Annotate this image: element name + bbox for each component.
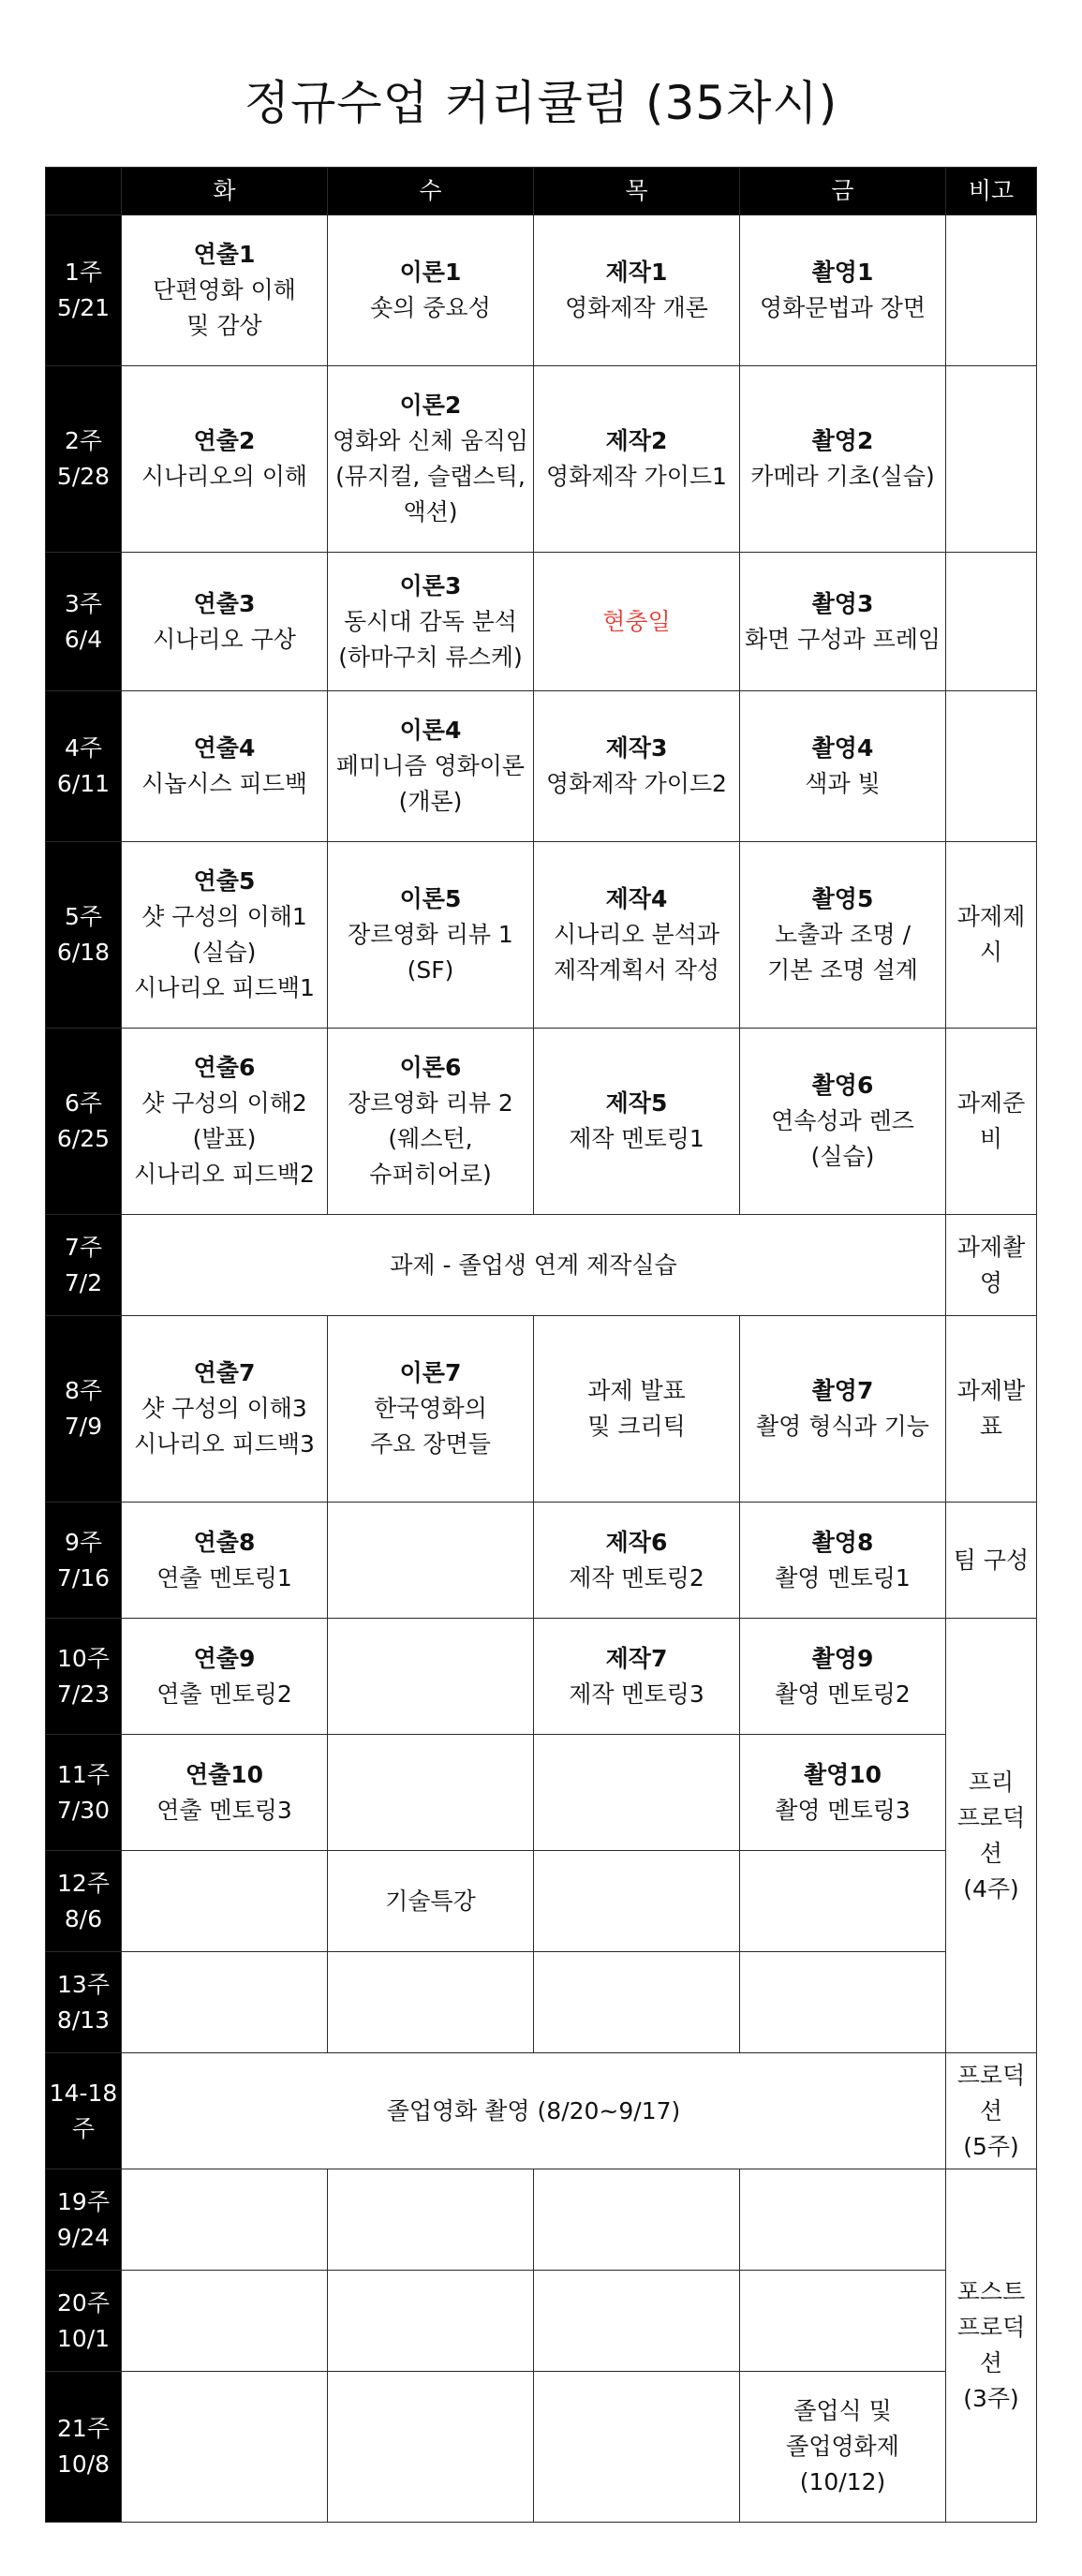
cell-w4-note xyxy=(946,691,1037,842)
cell-w9-wed xyxy=(328,1503,534,1619)
week-row-7 xyxy=(46,1215,1037,1316)
cell-w12-thu xyxy=(534,1851,740,1952)
page-title: 정규수업 커리큘럼 (35차시) xyxy=(244,76,838,130)
cell-w5-thu: 제작4 시나리오 분석과 제작계획서 작성 xyxy=(534,842,740,1029)
week-row-10 xyxy=(46,1619,1037,1735)
cell-w13-tue xyxy=(122,1952,328,2053)
cell-w20-thu xyxy=(534,2271,740,2372)
week-label-4: 4주 6/11 xyxy=(46,691,122,842)
cell-w1-note xyxy=(946,215,1037,366)
holiday-label: 현충일 xyxy=(602,607,671,635)
curriculum-table xyxy=(45,167,1037,2523)
cell-w7-span: 과제 - 졸업생 연계 제작실습 xyxy=(122,1215,946,1316)
week-row-19 xyxy=(46,2169,1037,2271)
cell-w19-wed xyxy=(328,2169,534,2271)
week-row-3 xyxy=(46,553,1037,691)
cell-w5-fri: 촬영5 노출과 조명 / 기본 조명 설계 xyxy=(740,842,946,1029)
cell-w5-wed: 이론5 장르영화 리뷰 1 (SF) xyxy=(328,842,534,1029)
cell-w9-thu: 제작6 제작 멘토링2 xyxy=(534,1503,740,1619)
cell-w8-fri: 촬영7 촬영 형식과 기능 xyxy=(740,1316,946,1503)
cell-w2-note xyxy=(946,366,1037,553)
cell-w2-fri: 촬영2 카메라 기초(실습) xyxy=(740,366,946,553)
cell-w9-fri: 촬영8 촬영 멘토링1 xyxy=(740,1503,946,1619)
cell-w10-fri: 촬영9 촬영 멘토링2 xyxy=(740,1619,946,1735)
cell-w1-thu: 제작1 영화제작 개론 xyxy=(534,215,740,366)
week-row-14-18 xyxy=(46,2053,1037,2169)
cell-w3-thu xyxy=(534,553,740,691)
week-row-20 xyxy=(46,2271,1037,2372)
cell-w21-fri: 졸업식 및 졸업영화제 (10/12) xyxy=(740,2372,946,2523)
cell-w11-fri: 촬영10 촬영 멘토링3 xyxy=(740,1735,946,1851)
cell-w3-note xyxy=(946,553,1037,691)
cell-w9-tue: 연출8 연출 멘토링1 xyxy=(122,1503,328,1619)
cell-w10-thu: 제작7 제작 멘토링3 xyxy=(534,1619,740,1735)
header-row xyxy=(46,168,1037,215)
week-row-11 xyxy=(46,1735,1037,1851)
cell-w20-wed xyxy=(328,2271,534,2372)
cell-w6-tue: 연출6 샷 구성의 이해2 (발표) 시나리오 피드백2 xyxy=(122,1029,328,1215)
cell-w11-tue: 연출10 연출 멘토링3 xyxy=(122,1735,328,1851)
cell-w5-tue: 연출5 샷 구성의 이해1 (실습) 시나리오 피드백1 xyxy=(122,842,328,1029)
week-row-4 xyxy=(46,691,1037,842)
cell-w11-thu xyxy=(534,1735,740,1851)
cell-w20-tue xyxy=(122,2271,328,2372)
header-fri: 금 xyxy=(740,168,946,215)
week-row-21 xyxy=(46,2372,1037,2523)
cell-w8-note: 과제발표 xyxy=(946,1316,1037,1503)
cell-w8-thu: 과제 발표 및 크리틱 xyxy=(534,1316,740,1503)
cell-w19-fri xyxy=(740,2169,946,2271)
cell-w4-fri: 촬영4 색과 빛 xyxy=(740,691,946,842)
cell-preproduction-note: 프리 프로덕션 (4주) xyxy=(946,1619,1037,2053)
header-thu: 목 xyxy=(534,168,740,215)
week-row-6 xyxy=(46,1029,1037,1215)
header-wed: 수 xyxy=(328,168,534,215)
cell-w2-tue: 연출2 시나리오의 이해 xyxy=(122,366,328,553)
cell-w12-tue xyxy=(122,1851,328,1952)
week-row-5 xyxy=(46,842,1037,1029)
cell-w21-wed xyxy=(328,2372,534,2523)
week-label-9: 9주 7/16 xyxy=(46,1503,122,1619)
week-row-12 xyxy=(46,1851,1037,1952)
cell-w5-note: 과제제시 xyxy=(946,842,1037,1029)
cell-w13-fri xyxy=(740,1952,946,2053)
week-label-2: 2주 5/28 xyxy=(46,366,122,553)
week-row-13 xyxy=(46,1952,1037,2053)
cell-w6-wed: 이론6 장르영화 리뷰 2 (웨스턴, 슈퍼히어로) xyxy=(328,1029,534,1215)
week-label-10: 10주 7/23 xyxy=(46,1619,122,1735)
cell-w4-wed: 이론4 페미니즘 영화이론 (개론) xyxy=(328,691,534,842)
cell-w3-wed: 이론3 동시대 감독 분석 (하마구치 류스케) xyxy=(328,553,534,691)
week-row-9 xyxy=(46,1503,1037,1619)
week-label-6: 6주 6/25 xyxy=(46,1029,122,1215)
header-note: 비고 xyxy=(946,168,1037,215)
week-label-19: 19주 9/24 xyxy=(46,2169,122,2271)
cell-w2-wed: 이론2 영화와 신체 움직임 (뮤지컬, 슬랩스틱, 액션) xyxy=(328,366,534,553)
cell-w8-wed: 이론7 한국영화의 주요 장면들 xyxy=(328,1316,534,1503)
cell-w7-note: 과제촬영 xyxy=(946,1215,1037,1316)
week-label-21: 21주 10/8 xyxy=(46,2372,122,2523)
cell-w8-tue: 연출7 샷 구성의 이해3 시나리오 피드백3 xyxy=(122,1316,328,1503)
week-label-13: 13주 8/13 xyxy=(46,1952,122,2053)
week-row-8 xyxy=(46,1316,1037,1503)
cell-w1-tue: 연출1 단편영화 이해 및 감상 xyxy=(122,215,328,366)
week-label-3: 3주 6/4 xyxy=(46,553,122,691)
week-label-5: 5주 6/18 xyxy=(46,842,122,1029)
cell-w13-thu xyxy=(534,1952,740,2053)
cell-w1-wed: 이론1 숏의 중요성 xyxy=(328,215,534,366)
cell-w19-thu xyxy=(534,2169,740,2271)
week-label-7: 7주 7/2 xyxy=(46,1215,122,1316)
cell-w6-thu: 제작5 제작 멘토링1 xyxy=(534,1029,740,1215)
cell-w21-thu xyxy=(534,2372,740,2523)
cell-w19-tue xyxy=(122,2169,328,2271)
cell-w6-fri: 촬영6 연속성과 렌즈 (실습) xyxy=(740,1029,946,1215)
week-label-1: 1주 5/21 xyxy=(46,215,122,366)
cell-w2-thu: 제작2 영화제작 가이드1 xyxy=(534,366,740,553)
week-row-1 xyxy=(46,215,1037,366)
cell-w14-note: 프로덕션 (5주) xyxy=(946,2053,1037,2169)
cell-w21-tue xyxy=(122,2372,328,2523)
header-corner xyxy=(46,168,122,215)
week-label-11: 11주 7/30 xyxy=(46,1735,122,1851)
cell-w3-tue: 연출3 시나리오 구상 xyxy=(122,553,328,691)
cell-w20-fri xyxy=(740,2271,946,2372)
cell-postproduction-note: 포스트 프로덕션 (3주) xyxy=(946,2169,1037,2523)
cell-w4-thu: 제작3 영화제작 가이드2 xyxy=(534,691,740,842)
week-label-12: 12주 8/6 xyxy=(46,1851,122,1952)
cell-w4-tue: 연출4 시놉시스 피드백 xyxy=(122,691,328,842)
cell-w12-wed: 기술특강 xyxy=(328,1851,534,1952)
cell-w10-tue: 연출9 연출 멘토링2 xyxy=(122,1619,328,1735)
week-label-20: 20주 10/1 xyxy=(46,2271,122,2372)
week-label-8: 8주 7/9 xyxy=(46,1316,122,1503)
cell-w10-wed xyxy=(328,1619,534,1735)
cell-w3-fri: 촬영3 화면 구성과 프레임 xyxy=(740,553,946,691)
cell-w6-note: 과제준비 xyxy=(946,1029,1037,1215)
cell-w11-wed xyxy=(328,1735,534,1851)
cell-w14-span: 졸업영화 촬영 (8/20~9/17) xyxy=(122,2053,946,2169)
header-tue: 화 xyxy=(122,168,328,215)
cell-w1-fri: 촬영1 영화문법과 장면 xyxy=(740,215,946,366)
cell-w13-wed xyxy=(328,1952,534,2053)
week-label-14-18: 14-18 주 xyxy=(46,2053,122,2169)
cell-w12-fri xyxy=(740,1851,946,1952)
cell-w9-note: 팀 구성 xyxy=(946,1503,1037,1619)
week-row-2 xyxy=(46,366,1037,553)
